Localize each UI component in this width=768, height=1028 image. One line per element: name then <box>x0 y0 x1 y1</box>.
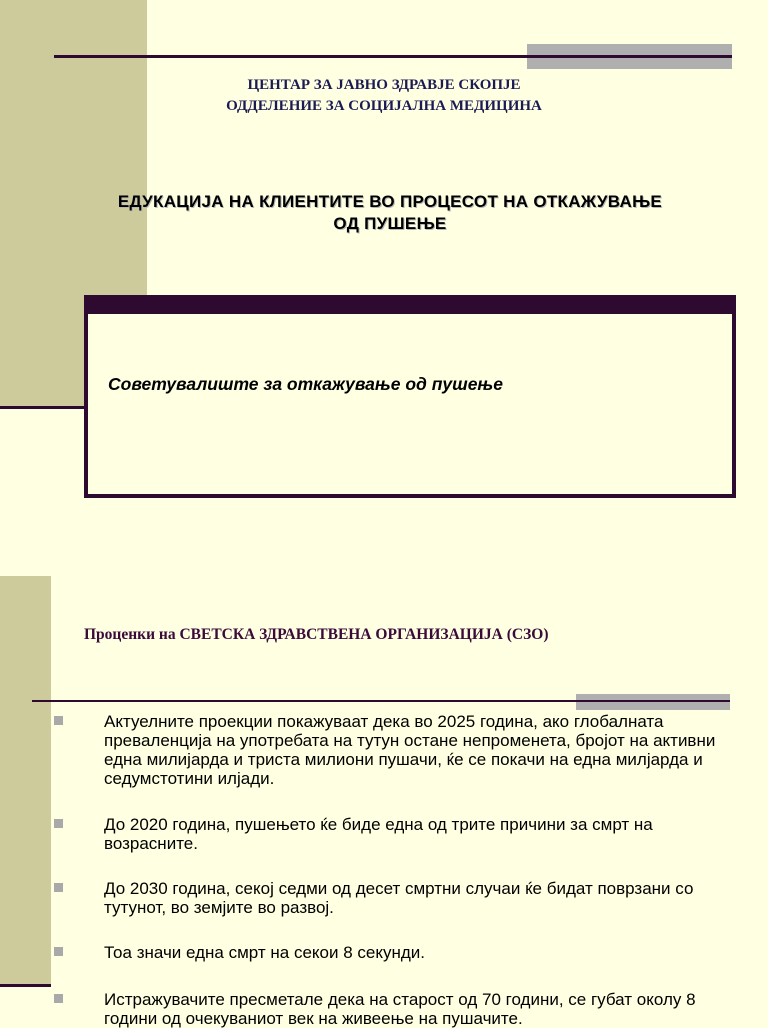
bullet-text-3: До 2030 година, секој седми од десет смртни случаи ќе бидат поврзани со тутунот, во земјите во развој. <box>104 879 694 917</box>
mid-gray-bar-stripe <box>576 700 730 702</box>
subtitle-box <box>84 295 736 498</box>
department-name: ОДДЕЛЕНИЕ ЗА СОЦИЈАЛНА МЕДИЦИНА <box>226 98 542 114</box>
bullet-marker <box>54 994 63 1003</box>
top-gray-bar-stripe <box>527 55 732 58</box>
bullet-text-2: До 2020 година, пушењето ќе биде една од трите причини за смрт на возрасните. <box>104 815 653 853</box>
side-connector-line <box>0 406 86 409</box>
who-estimates-heading: Проценки на СВЕТСКА ЗДРАВСТВЕНА ОРГАНИЗАЦИЈА (СЗО) <box>84 626 549 643</box>
mid-gray-bar <box>576 694 730 710</box>
bullet-text-1: Актуелните проекции покажуваат дека во 2025 година, ако глобалната преваленција на употребата на тутун остане непроменета, бројот на активни една милијарда и триста милиони пушачи, ќе се покачи на една милјарда и седумстотини илјади. <box>104 712 716 788</box>
left-bottom-rule <box>0 984 51 987</box>
bullet-marker <box>54 819 63 828</box>
bullet-marker <box>54 947 63 956</box>
bullet-text-4: Тоа значи една смрт на секои 8 секунди. <box>104 943 425 962</box>
olive-side-panel-2 <box>0 576 51 986</box>
institution-name: ЦЕНТАР ЗА ЈАВНО ЗДРАВЈЕ СКОПЈЕ <box>247 77 521 93</box>
bullet-marker <box>54 716 63 725</box>
slide-title-line1: ЕДУКАЦИЈА НА КЛИЕНТИТЕ ВО ПРОЦЕСОТ НА ОТКАЖУВАЊЕ <box>117 192 663 211</box>
bullet-marker <box>54 883 63 892</box>
bullet-text-5: Истражувачите пресметале дека на старост од 70 години, се губат околу 8 години од очекуваниот век на живеење на пушачите. <box>104 990 696 1028</box>
subtitle-text: Советувалиште за откажување од пушење <box>108 374 504 394</box>
slide-title-line2: ОД ПУШЕЊЕ <box>333 214 447 233</box>
